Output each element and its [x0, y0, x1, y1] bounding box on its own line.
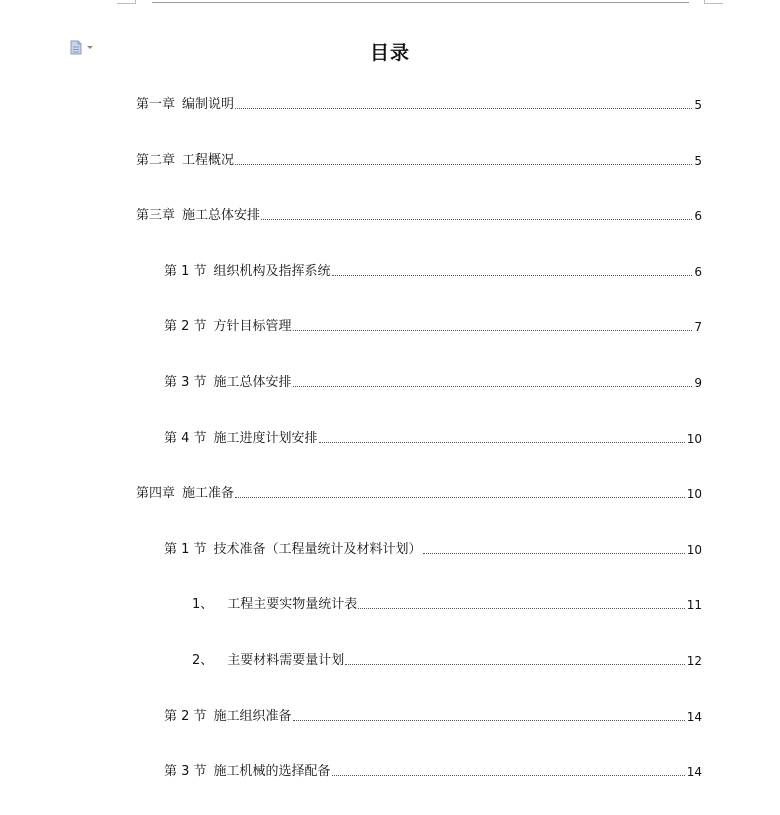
toc-entry[interactable]: [192, 652, 702, 670]
toc-page-number: 10: [686, 543, 702, 557]
toc-page-number: 14: [686, 765, 702, 779]
toc-entry[interactable]: [164, 763, 702, 781]
toc-entry[interactable]: [164, 318, 702, 336]
toc-page-number: 6: [694, 265, 702, 279]
toc-entry[interactable]: [136, 207, 702, 225]
toc-entry-title: 主要材料需要量计划: [227, 653, 345, 668]
toc-entry[interactable]: [136, 485, 702, 503]
toc-entry-number: 第 1 节: [164, 542, 207, 557]
toc-page-number: 5: [694, 154, 702, 168]
toc-entry-title: 编制说明: [182, 97, 235, 112]
toc-entry[interactable]: [164, 263, 702, 281]
toc-dot-leader: [332, 275, 693, 276]
toc-dot-leader: [332, 775, 685, 776]
toc-entry[interactable]: [164, 430, 702, 448]
toc-entry-title: 施工进度计划安排: [213, 431, 318, 446]
toc-entry-number: 第四章: [136, 486, 176, 501]
toc-entry-title: 工程概况: [182, 153, 235, 168]
toc-entry-title: 施工总体安排: [213, 375, 292, 390]
toc-dot-leader: [235, 108, 692, 109]
toc-dot-leader: [319, 442, 685, 443]
toc-entry[interactable]: [136, 152, 702, 170]
toc-dot-leader: [261, 219, 692, 220]
toc-entry-title: 施工组织准备: [213, 709, 292, 724]
toc-entry[interactable]: [164, 541, 702, 559]
toc-entry-number: 1、: [192, 597, 214, 612]
toc-entry-title: 施工机械的选择配备: [213, 764, 331, 779]
toc-entry[interactable]: [164, 708, 702, 726]
toc-entry-title: 施工总体安排: [182, 208, 261, 223]
toc-page-number: 14: [686, 710, 702, 724]
toc-entry-number: 第 1 节: [164, 264, 207, 279]
toc-entry-title: 方针目标管理: [213, 319, 292, 334]
toc-dot-leader: [235, 497, 685, 498]
toc-entry-number: 第 4 节: [164, 431, 207, 446]
toc-dot-leader: [345, 664, 684, 665]
toc-page-number: 5: [694, 98, 702, 112]
toc-dot-leader: [358, 608, 684, 609]
toc-page-number: 12: [686, 654, 702, 668]
toc-title: 目录: [369, 42, 410, 64]
toc-page-number: 9: [694, 376, 702, 390]
toc-entry-title: 组织机构及指挥系统: [213, 264, 331, 279]
toc-entry-number: 第二章: [136, 153, 176, 168]
toc-dot-leader: [423, 553, 685, 554]
toc-entry-number: 第三章: [136, 208, 176, 223]
toc-entry[interactable]: [136, 96, 702, 114]
toc-entry[interactable]: [192, 596, 702, 614]
toc-entry-title: 施工准备: [182, 486, 235, 501]
toc-entry[interactable]: [164, 374, 702, 392]
toc-entry-title: 技术准备（工程量统计及材料计划）: [213, 542, 422, 557]
toc-entry-number: 第 3 节: [164, 764, 207, 779]
toc-page-number: 6: [694, 209, 702, 223]
toc-entry-title: 工程主要实物量统计表: [227, 597, 358, 612]
toc-dot-leader: [293, 330, 693, 331]
toc-dot-leader: [293, 386, 693, 387]
toc-entry-number: 第 2 节: [164, 319, 207, 334]
toc-page-number: 7: [694, 320, 702, 334]
toc-entry-number: 第一章: [136, 97, 176, 112]
toc-entry-number: 2、: [192, 653, 214, 668]
toc-dot-leader: [235, 164, 692, 165]
toc-entry-number: 第 2 节: [164, 709, 207, 724]
toc-page-number: 11: [686, 598, 702, 612]
toc-entry-number: 第 3 节: [164, 375, 207, 390]
toc-page-number: 10: [686, 487, 702, 501]
toc-dot-leader: [293, 720, 685, 721]
toc-page-number: 10: [686, 432, 702, 446]
